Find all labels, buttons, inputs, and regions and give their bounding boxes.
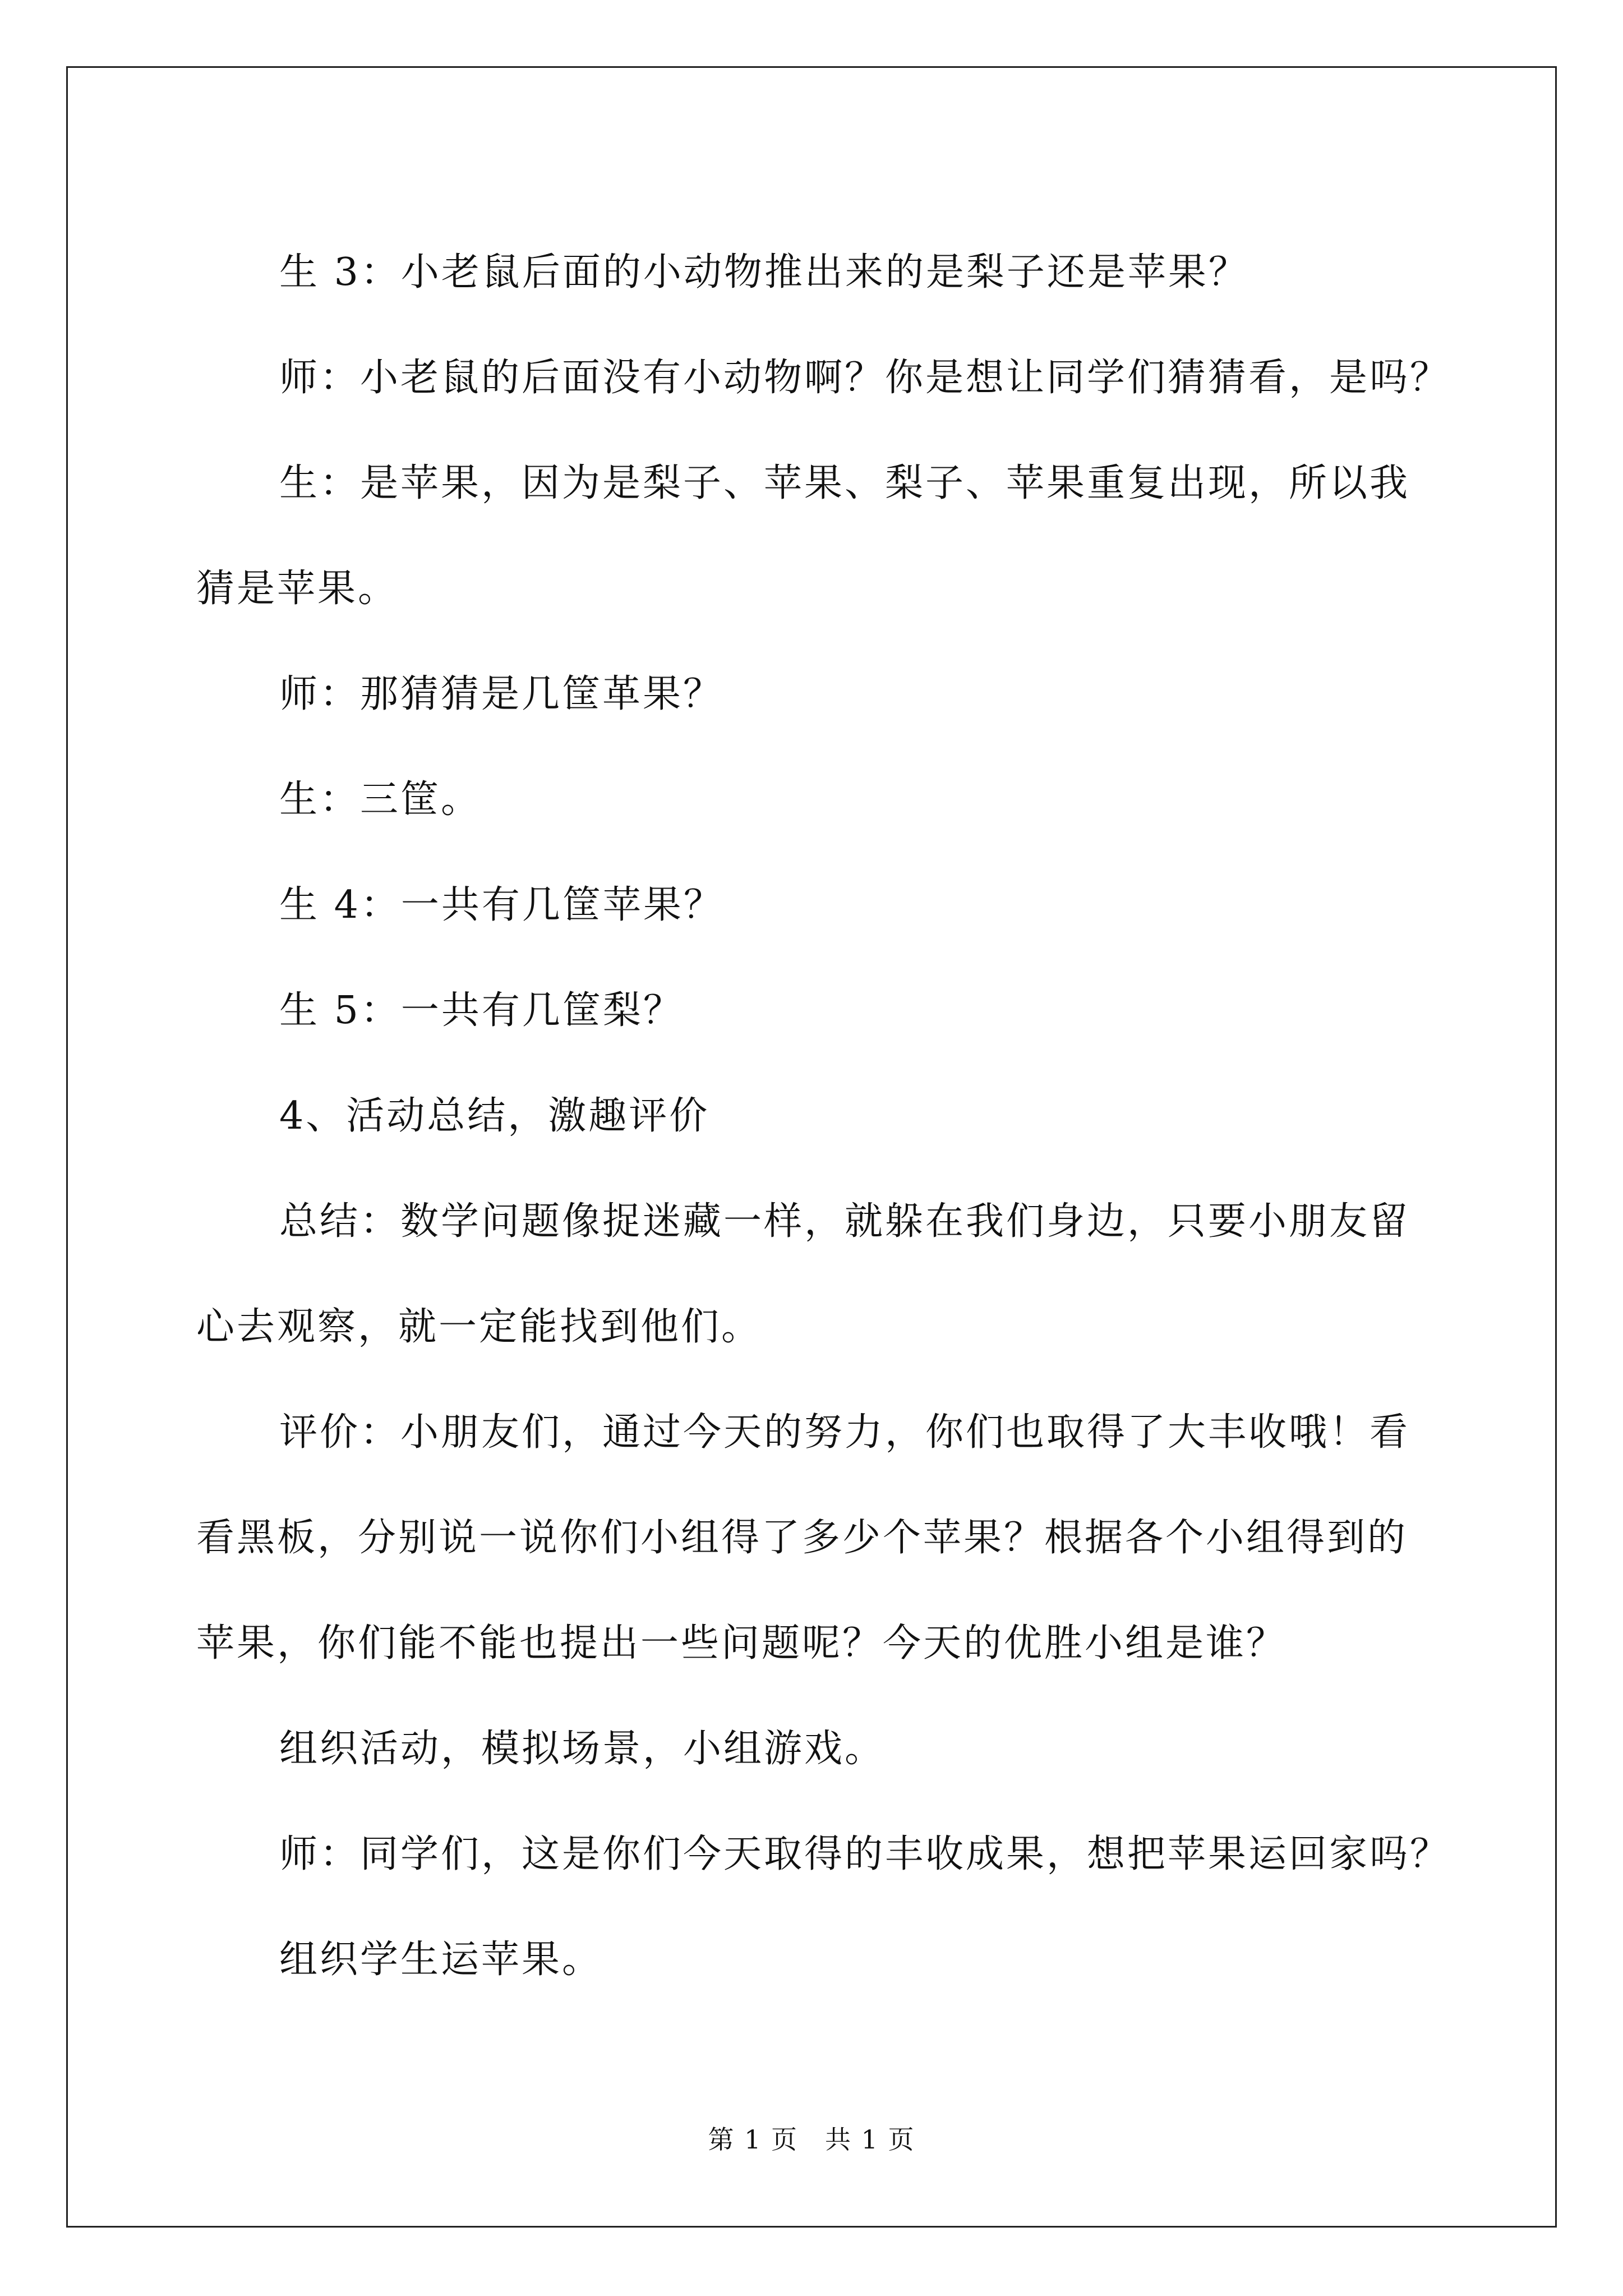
paragraph-line: 4、活动总结，激趣评价 bbox=[279, 1094, 710, 1138]
paragraph-line: 师：小老鼠的后面没有小动物啊？你是想让同学们猜猜看，是吗？ bbox=[279, 356, 1451, 400]
paragraph-line: 生：三筐。 bbox=[279, 777, 482, 822]
paragraph-continuation-line: 心去观察，就一定能找到他们。 bbox=[196, 1305, 762, 1349]
paragraph-line: 师：同学们，这是你们今天取得的丰收成果，想把苹果运回家吗？ bbox=[279, 1832, 1451, 1876]
paragraph-continuation-line: 苹果，你们能不能也提出一些问题呢？今天的优胜小组是谁？ bbox=[196, 1621, 1287, 1665]
paragraph-line: 组织学生运苹果。 bbox=[279, 1938, 603, 1982]
document-body bbox=[196, 220, 1453, 2013]
paragraph-line: 生 3：小老鼠后面的小动物推出来的是梨子还是苹果？ bbox=[279, 250, 1249, 295]
paragraph-line: 生 5：一共有几筐梨？ bbox=[279, 988, 684, 1033]
page-number: 第 1 页 bbox=[708, 2124, 798, 2155]
paragraph-continuation-line: 看黑板，分别说一说你们小组得了多少个苹果？根据各个小组得到的 bbox=[196, 1516, 1408, 1560]
paragraph-line: 生 4：一共有几筐苹果？ bbox=[279, 883, 724, 927]
paragraph-line: 师：那猜猜是几筐革果？ bbox=[279, 672, 724, 716]
paragraph-line: 组织活动，模拟场景，小组游戏。 bbox=[279, 1727, 886, 1771]
paragraph-line: 生：是苹果，因为是梨子、苹果、梨子、苹果重复出现，所以我 bbox=[279, 461, 1410, 505]
paragraph-line: 评价：小朋友们，通过今天的努力，你们也取得了大丰收哦！看 bbox=[279, 1410, 1410, 1455]
paragraph-continuation-line: 猜是苹果。 bbox=[196, 567, 399, 611]
paragraph-line: 总结：数学问题像捉迷藏一样，就躲在我们身边，只要小朋友留 bbox=[279, 1199, 1410, 1244]
page-total: 共 1 页 bbox=[825, 2124, 915, 2155]
page-footer bbox=[0, 2119, 1623, 2156]
